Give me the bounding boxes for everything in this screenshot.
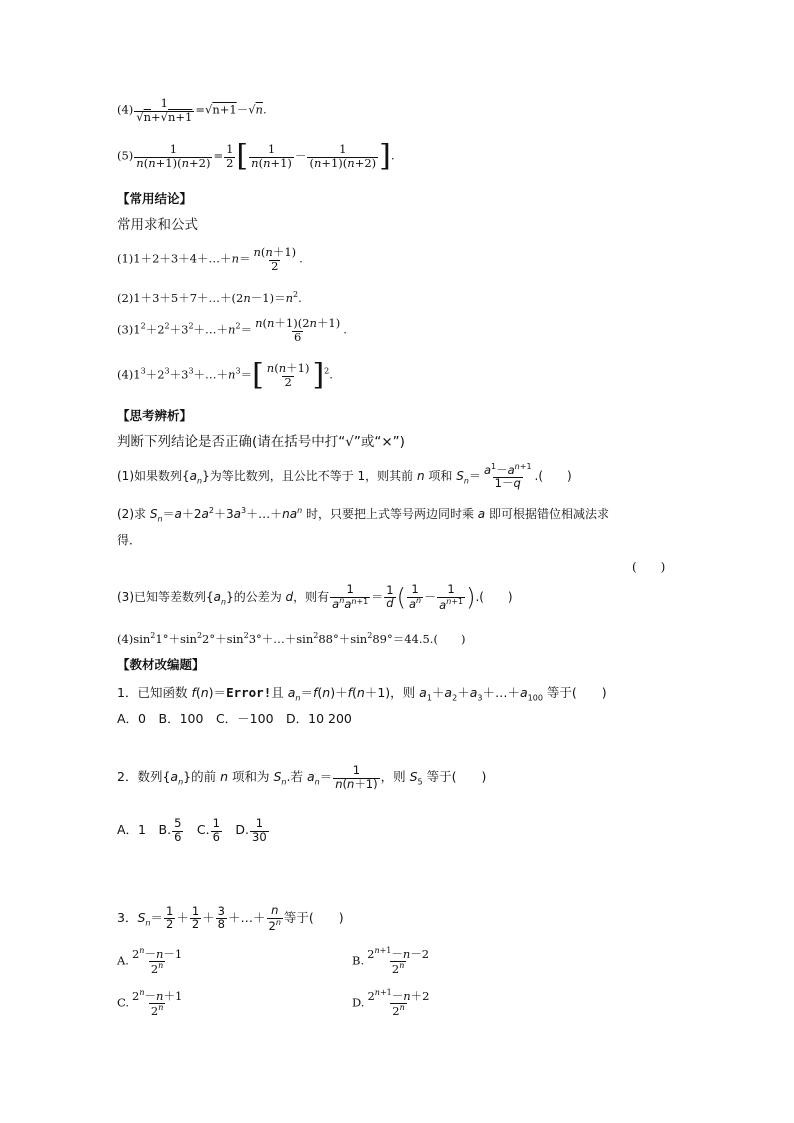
question-3: 3．$S_n=$ $\frac{1}{2}$ ＋ $\frac{1}{2}$ ＋ $\frac{3}{8}$ ＋…＋ $\frac{n}{2^n}$ 等于( ) [117, 903, 344, 933]
header-think: 【思考辨析】 [117, 408, 193, 423]
header-textbook: 【教材改编题】 [117, 657, 205, 672]
option-a[interactable]: A. $\frac{2^n-n-1}{2^n}$ [117, 946, 183, 977]
formula-2: $(2)1+3+5+7+\dots+(2n-1)=n^2$. [117, 290, 302, 305]
judge-prompt: 判断下列结论是否正确(请在括号中打“√”或“×”) [117, 434, 405, 450]
header-sum-formulas: 常用求和公式 [117, 217, 198, 233]
judge-2-cont: 得． [117, 533, 142, 547]
judge-1: (1)如果数列$\{a_n\}$为等比数列，且公比不等于 1，则其前 n 项和 $S_n=$ $\frac{a^1-a^{n+1}}{1-q}$ .( ) [117, 462, 572, 491]
formula-4: $(4)1^3+2^3+3^3+\dots+n^3=$[ $\frac{n(n+1)}{2}$ ]$^2$. [117, 357, 333, 393]
question-2-options: A．1 B. $\frac{5}{6}$ C. $\frac{1}{6}$ D. $\frac{1}{30}$ [117, 816, 267, 844]
question-1-options: A．0 B．100 C．－100 D．10 200 [117, 711, 352, 726]
judge-4: $(4)\sin^21^\circ+\sin^22^\circ+\sin^23^\circ+\dots+\sin^288^\circ+\sin^289^\circ=44.5$.( ) [117, 631, 466, 646]
judge-2-paren[interactable]: ( ) [632, 560, 666, 574]
option-b[interactable]: B. $\frac{2^{n+1}-n-2}{2^n}$ [352, 946, 430, 977]
question-1: 1．已知函数 f(n)＝Error!且 $a_n=f(n)+f(n+1)$，则 $a_1+a_2+a_3+\dots+a_{100}$ 等于( ) [117, 685, 607, 703]
formula-1: (1)1＋2＋3＋4＋…＋n＝ $\frac{n(n+1)}{2}$ . [117, 245, 303, 273]
identity-5: (5) $\frac{1}{n(n+1)(n+2)}$ = $\frac{1}{2}$ [ $\frac{1}{n(n+1)}$ － $\frac{1}{(n+1)(n+2)}$ ]. [117, 138, 395, 174]
option-c[interactable]: C. $\frac{2^n-n+1}{2^n}$ [117, 988, 183, 1019]
judge-3: (3)已知等差数列$\{a_n\}$的公差为 d，则有 1 $a^na^{n+1}$ ＝ $\frac{1}{d}$ ( $\frac{1}{a^n}$ － $\frac{1}{a^{n+1}}$ ).( ) [117, 582, 513, 612]
formula-3: $(3)1^2+2^2+3^2+\dots+n^2=$ $\frac{n(n+1)(2n+1)}{6}$ . [117, 316, 347, 344]
header-conclusions: 【常用结论】 [117, 191, 193, 206]
identity-4: (4) $\frac{1}{√n+√n+1}$ =√n+1－√n. [117, 96, 267, 124]
option-d[interactable]: D. $\frac{2^{n+1}-n+2}{2^n}$ [352, 988, 430, 1019]
question-2: 2．数列$\{a_n\}$的前 n 项和为 $S_n$.若 $a_n=$ $\frac{1}{n(n+1)}$ ，则 $S_5$ 等于( ) [117, 763, 487, 791]
judge-2: (2)求 $S_n=a+2a^2+3a^3+\dots+na^n$ 时，只要把上式等号两边同时乘 a 即可根据错位相减法求 [117, 506, 609, 524]
